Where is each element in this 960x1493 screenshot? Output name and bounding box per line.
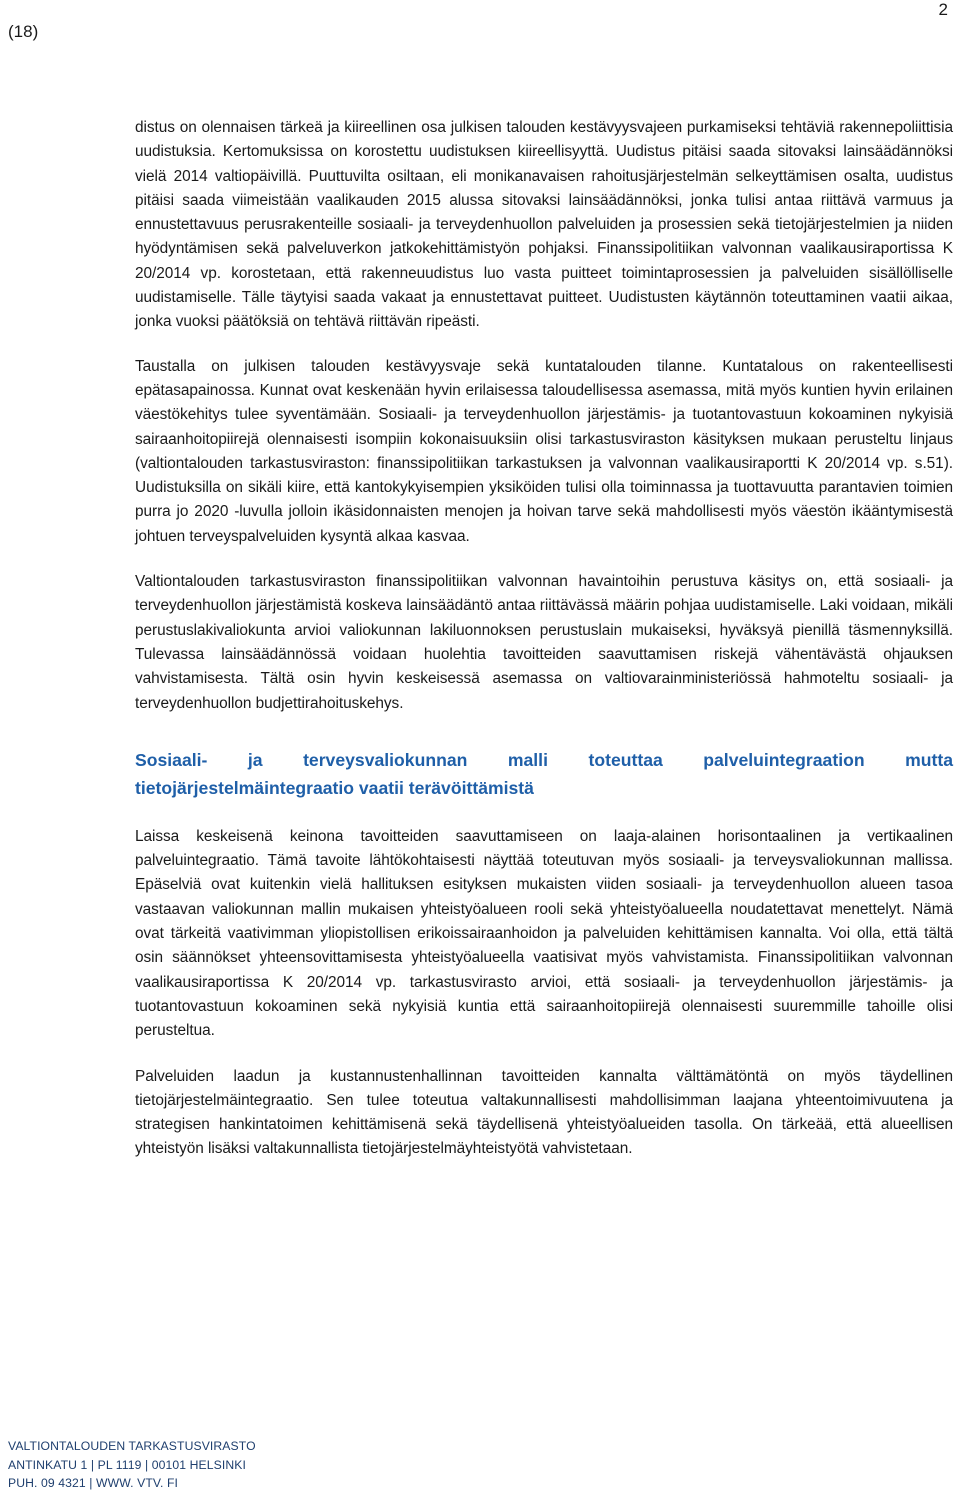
page-number: 2 [938, 0, 948, 19]
body-paragraph-5: Palveluiden laadun ja kustannustenhallinnan tavoitteiden kannalta välttämätöntä on myös täydellinen tietojärjestelmäintegraatio. Sen tulee toteutua valtakunnallisesti mahdollisimman laajana yhteentoimivuutena ja strategisen hankintatoimen kehittämisenä sekä täydellisenä yhteistyöalueiden tasolla. On tärkeää, että alueellisen yhteistyön lisäksi valtakunnallista tietojärjestelmäyhteistyötä vahvistetaan. [135, 1067, 953, 1158]
body-paragraph-2: Taustalla on julkisen talouden kestävyysvaje sekä kuntatalouden tilanne. Kuntatalous on rakenteellisesti epätasapainossa. Kunnat ovat keskenään hyvin erilaisessa taloudellisessa asemassa, mitä myös kuntien hyvin erilainen väestökehitys tulee syventämään. Sosiaali- ja terveydenhuollon järjestämis- ja tuotantovastuun kokoaminen nykyisiä sairaanhoitopiirejä olennaisesti isompiin kokonaisuuksiin olisi tarkastusviraston käsityksen mukaan perusteltu linjaus (valtiontalouden tarkastusviraston: finanssipolitiikan tarkastuksen ja valvonnan vaalikausiraportti K 20/2014 vp. s.51). Uudistuksilla on sikäli kiire, että kantokykyisempien yksiköiden tulisi olla toiminnassa ja tuottavuutta parantavien toimien purra jo 2020 -luvulla jolloin ikäsidonnaisten menojen ja hoivan tarve sekä mahdollisesti myös väestön ikääntymisestä johtuen terveyspalveluiden kysyntä alkaa kasvaa. [135, 357, 953, 545]
body-paragraph-4: Laissa keskeisenä keinona tavoitteiden saavuttamiseen on laaja-alainen horisontaalinen ja vertikaalinen palveluintegraatio. Tämä tavoite lähtökohtaisesti näyttää toteutuvan myös sosiaali- ja terveysvaliokunnan mallissa. Epäselviä ovat kuitenkin vielä hallituksen esityksen mukaisten viiden sosiaali- ja terveydenhuollon alueen tasoa vastaavan valiokunnan mallin mukaisen yhteistyöalueen rooli sekä yhteistyöalueella noudatettavat menettelyt. Nämä ovat tärkeitä vaativimman yliopistollisen erikoissairaanhoidon ja palveluiden kehittämisen kannalta. Voi olla, että tältä osin säännökset yhteensovittamisesta yhteistyöalueella vaatisivat myös vahvistamista. Finanssipolitiikan valvonnan vaalikausiraportissa K 20/2014 vp. tarkastusvirasto arvioi, että sosiaali- ja terveydenhuollon järjestämis- ja tuotantovastuun kokoaminen sekä nykyisiä kuntia että sairaanhoitopiirejä olennaisesti suuremmille tahoille olisi perusteltua. [135, 827, 953, 1040]
document-body [135, 116, 953, 1183]
footer-address: ANTINKATU 1 | PL 1119 | 00101 HELSINKI [8, 1457, 246, 1472]
section-heading: Sosiaali- ja terveysvaliokunnan malli toteuttaa palveluintegraation mutta tietojärjestelmäintegraatio vaatii terävöittämistä [135, 749, 953, 798]
footer-contact: PUH. 09 4321 | WWW. VTV. FI [8, 1476, 178, 1490]
page-counter: (18) [8, 22, 39, 41]
footer-organization: VALTIONTALOUDEN TARKASTUSVIRASTO [8, 1439, 256, 1453]
footer [8, 1437, 256, 1493]
body-paragraph-3: Valtiontalouden tarkastusviraston finanssipolitiikan valvonnan havaintoihin perustuva käsitys on, että sosiaali- ja terveydenhuollon järjestämistä koskeva lainsäädäntö antaa riittävässä määrin pohjaa uudistamiselle. Laki voidaan, mikäli perustuslakivaliokunta arvioi valiokunnan lakiluonnoksen perustuslain mukaiseksi, hyväksyä pienillä täsmennyksillä. Tulevassa lainsäädännössä voidaan huolehtia tavoitteiden saavuttamisen riskejä vähentävästä ohjauksen vahvistamisesta. Tältä osin hyvin keskeisessä asemassa on valtiovarainministeriössä hahmoteltu sosiaali- ja terveydenhuollon budjettirahoituskehys. [135, 573, 953, 712]
body-paragraph-1: distus on olennaisen tärkeä ja kiireellinen osa julkisen talouden kestävyysvajeen purkamiseksi tehtäviä rakennepoliittisia uudistuksia. Kertomuksissa on korostettu uudistuksen kiireellisyyttä. Uudistus pitäisi saada sitovaksi lainsäädännöksi vielä 2014 valtiopäivillä. Puuttuvilta osiltaan, eli monikanavaisen rahoitusjärjestelmän selkeyttämisen osalta, uudistus pitäisi saada viimeistään vaalikauden 2015 alussa sitovaksi lainsäädännöksi, jonka tulisi antaa riittävä varmuus ja ennustettavuus perusrakenteille sosiaali- ja terveydenhuollon palveluiden ja prosessien sekä tietojärjestelmien ja niiden hyödyntämisen sekä palveluverkon jatkokehittämistyön pohjaksi. Finanssipolitiikan valvonnan vaalikausiraportissa K 20/2014 vp. korostetaan, että rakenneuudistus luo vasta puitteet toimintaprosessien ja palveluiden sisällölliselle uudistamiselle. Tälle täytyisi saada vakaat ja ennustettavat puitteet. Uudistusten käytännön toteuttaminen vaatii aikaa, jonka vuoksi päätöksiä on tehtävä riittävän ripeästi. [135, 119, 953, 331]
